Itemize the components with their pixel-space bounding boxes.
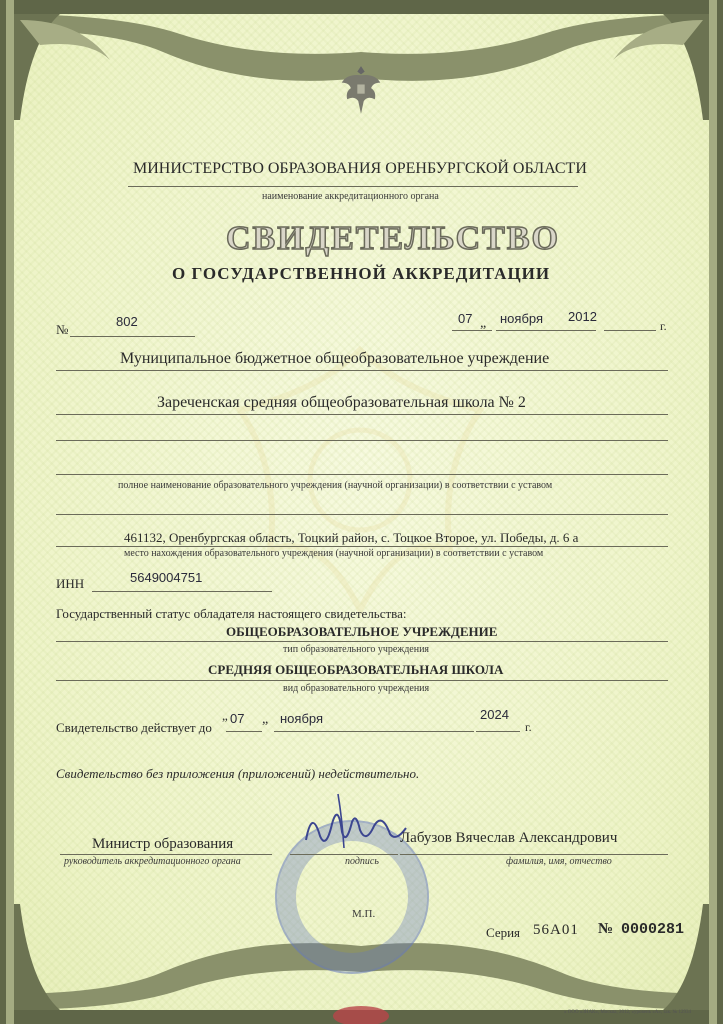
serial-prefix: № [598, 921, 614, 937]
certificate-title: СВИДЕТЕЛЬСТВО [226, 220, 560, 257]
signer-name: Лабузов Вячеслав Александрович [400, 830, 618, 846]
address-caption: место нахождения образовательного учреждения (научной организации) в соответствии с уставом [124, 548, 544, 559]
signer-name-caption: фамилия, имя, отчество [506, 856, 612, 867]
org-line-5 [56, 514, 668, 515]
org-line-4 [56, 474, 668, 475]
ministry-caption: наименование аккредитационного органа [262, 191, 439, 202]
org-name-caption: полное наименование образовательного учреждения (научной организации) в соответствии с уставом [118, 480, 553, 491]
signature-underline [290, 854, 398, 855]
issue-year: 2012 [568, 309, 597, 324]
valid-day-underline [226, 731, 262, 732]
valid-month: ноября [280, 711, 324, 726]
valid-year: 2024 [480, 707, 509, 722]
inn-underline [92, 591, 272, 592]
serial-number: 0000281 [621, 921, 685, 938]
ministry-name: МИНИСТЕРСТВО ОБРАЗОВАНИЯ ОРЕНБУРГСКОЙ ОБЛАСТИ [133, 160, 587, 177]
org-name-line-1: Муниципальное бюджетное общеобразовательное учреждение [120, 350, 550, 367]
valid-quote-close: „ [262, 712, 269, 727]
signer-name-underline [400, 854, 668, 855]
address-underline [56, 546, 668, 547]
org-name-line-2: Зареченская средняя общеобразовательная школа № 2 [157, 394, 526, 411]
issue-month: ноября [500, 311, 544, 326]
number-underline [70, 336, 195, 337]
signer-role: Министр образования [92, 836, 234, 852]
type-underline [56, 641, 668, 642]
kind-value: СРЕДНЯЯ ОБЩЕОБРАЗОВАТЕЛЬНАЯ ШКОЛА [208, 662, 504, 677]
validity-note: Свидетельство без приложения (приложений) недействительно. [56, 766, 420, 781]
signer-role-underline [60, 854, 272, 855]
issue-month-underline [496, 330, 596, 331]
issue-year-suffix: г. [660, 319, 667, 333]
issue-day-underline [452, 330, 492, 331]
valid-day: 07 [230, 711, 245, 726]
certificate-subtitle: О ГОСУДАРСТВЕННОЙ АККРЕДИТАЦИИ [172, 264, 551, 283]
ministry-underline [128, 186, 578, 187]
mp-label: М.П. [352, 908, 376, 920]
valid-year-underline [476, 731, 520, 732]
org-line-2 [56, 414, 668, 415]
issue-year-underline [604, 330, 656, 331]
printer-note: « ООО «ЗНАК», Москва, 2012, «уровень «А», зак. № 12934 [564, 1010, 692, 1015]
coat-of-arms-emblem [338, 62, 384, 118]
issue-day: 07 [458, 311, 473, 326]
number-prefix: № [56, 322, 69, 337]
series-label: Серия [486, 925, 521, 940]
signer-role-caption: руководитель аккредитационного органа [64, 856, 241, 867]
certificate-number: 802 [116, 314, 138, 329]
signature-mark [298, 788, 418, 858]
ornamental-border-right [693, 0, 723, 1024]
org-line-3 [56, 440, 668, 441]
org-line-1 [56, 370, 668, 371]
valid-month-underline [274, 731, 474, 732]
valid-year-suffix: г. [525, 720, 532, 734]
inn-label: ИНН [56, 576, 85, 591]
kind-caption: вид образовательного учреждения [283, 683, 430, 694]
type-value: ОБЩЕОБРАЗОВАТЕЛЬНОЕ УЧРЕЖДЕНИЕ [226, 624, 498, 639]
valid-until-label: Свидетельство действует до [56, 720, 212, 735]
status-label: Государственный статус обладателя настоящего свидетельства: [56, 606, 407, 621]
type-caption: тип образовательного учреждения [283, 644, 430, 655]
inn-value: 5649004751 [130, 570, 203, 585]
ornamental-border-left [0, 0, 30, 1024]
address-value: 461132, Оренбургская область, Тоцкий район, с. Тоцкое Второе, ул. Победы, д. 6 а [124, 530, 579, 545]
issue-date-quote: „ [480, 316, 487, 331]
signature-caption: подпись [345, 856, 379, 867]
kind-underline [56, 680, 668, 681]
valid-quote-open: „ [222, 708, 228, 723]
series-value: 56А01 [533, 922, 579, 938]
